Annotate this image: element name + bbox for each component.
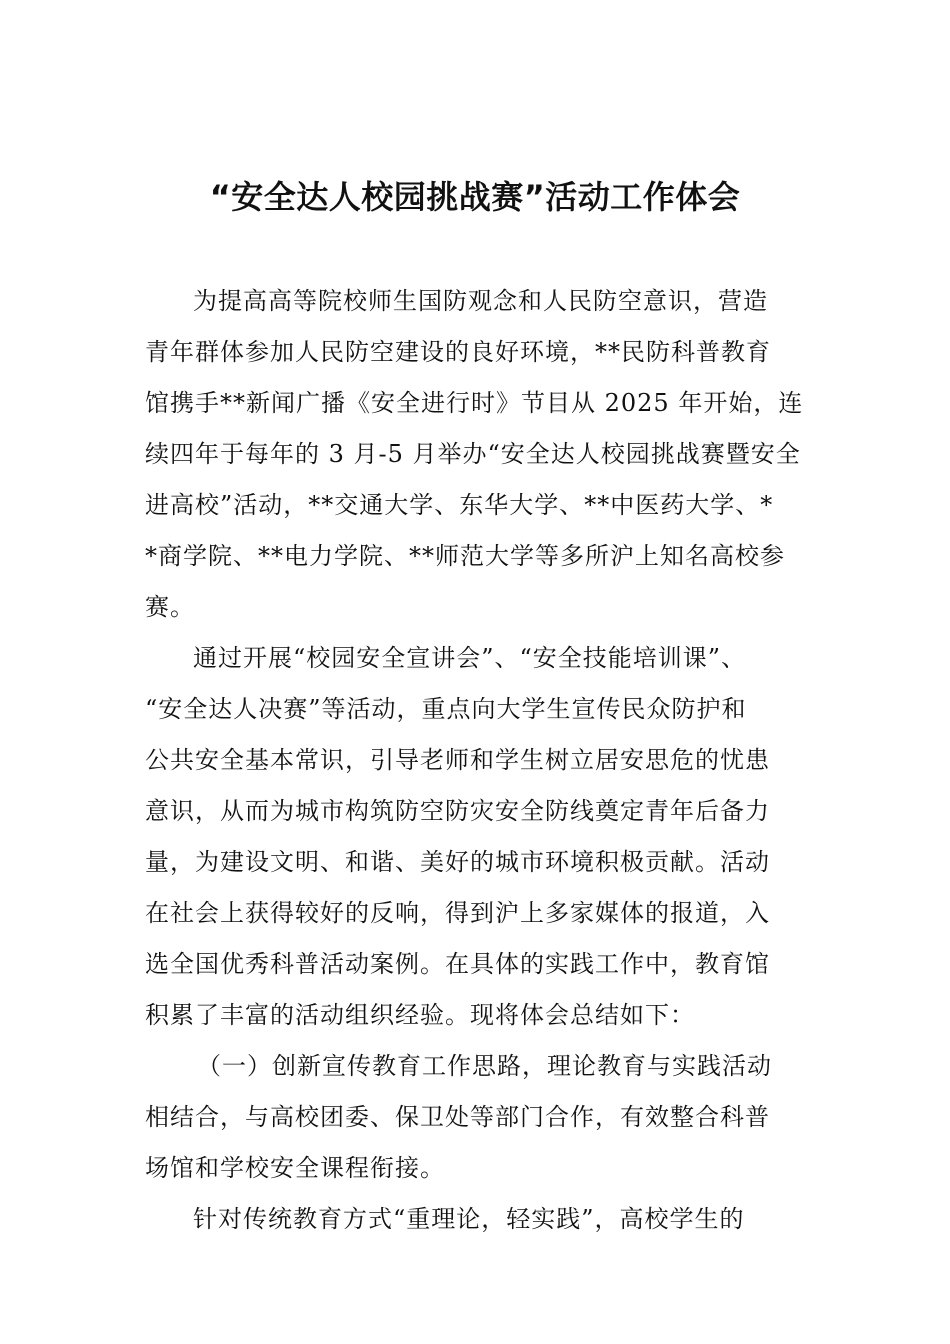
document-title: “安全达人校园挑战赛”活动工作体会 [209,178,741,216]
paragraph-line: 意识，从而为城市构筑防空防灾安全防线奠定青年后备力 [145,797,770,825]
section-heading-line: （一）创新宣传教育工作思路，理论教育与实践活动 [197,1052,772,1080]
paragraph-line: 量，为建设文明、和谐、美好的城市环境积极贡献。活动 [145,848,770,876]
section-heading-line: 场馆和学校安全课程衔接。 [145,1154,445,1182]
paragraph-line: 续四年于每年的 3 月-5 月举办“安全达人校园挑战赛暨安全 [145,440,801,468]
paragraph-1 [145,276,805,633]
paragraph-line: 选全国优秀科普活动案例。在具体的实践工作中，教育馆 [145,950,770,978]
paragraph-4 [145,1194,805,1245]
paragraph-line: 馆携手**新闻广播《安全进行时》节目从 2025 年开始，连 [145,389,804,417]
paragraph-line: 公共安全基本常识，引导老师和学生树立居安思危的忧患 [145,746,770,774]
paragraph-line: 针对传统教育方式“重理论，轻实践”，高校学生的 [193,1205,745,1233]
paragraph-line: 进高校”活动，**交通大学、东华大学、**中医药大学、* [145,491,774,519]
paragraph-line: 为提高高等院校师生国防观念和人民防空意识，营造 [193,287,768,315]
document-body [145,276,805,1245]
paragraph-line: 青年群体参加人民防空建设的良好环境，**民防科普教育 [145,338,771,366]
paragraph-2 [145,633,805,1041]
section-heading-line: 相结合，与高校团委、保卫处等部门合作，有效整合科普 [145,1103,770,1131]
paragraph-line: 通过开展“校园安全宣讲会”、“安全技能培训课”、 [193,644,747,672]
paragraph-line: 积累了丰富的活动组织经验。现将体会总结如下： [145,1001,695,1029]
paragraph-line: 在社会上获得较好的反响，得到沪上多家媒体的报道，入 [145,899,770,927]
paragraph-line: “安全达人决赛”等活动，重点向大学生宣传民众防护和 [145,695,747,723]
paragraph-3 [145,1041,805,1194]
paragraph-line: *商学院、**电力学院、**师范大学等多所沪上知名高校参 [145,542,785,570]
paragraph-line: 赛。 [145,593,195,621]
